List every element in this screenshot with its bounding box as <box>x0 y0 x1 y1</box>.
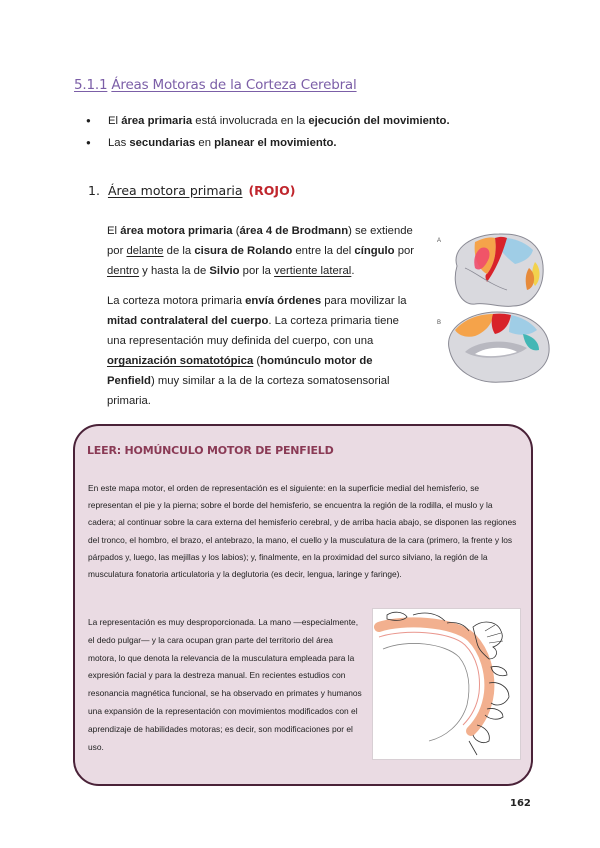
paragraph-corteza-motora: La corteza motora primaria envía órdenes para movilizar la mitad contralateral del cuerpo. La corteza primaria tiene una representación muy definida del cuerpo, con una organización somatotópica (homúnculo motor de Penfield) muy similar a la de la corteza somatosensorial primaria. <box>107 295 407 407</box>
subsection-number: 1. <box>88 183 100 198</box>
homunculus-illustration <box>372 608 521 760</box>
bullet-list <box>86 110 450 154</box>
reading-box-paragraph-1: En este mapa motor, el orden de representación es el siguiente: en la superficie medial del hemisferio, se representan el pie y la pierna; sobre el borde del hemisferio, se encuentra la región de la rodilla, el muslo y la cadera; al continuar sobre la cara externa del hemisferio cerebral, y de arriba hacia abajo, se disponen las regiones del tronco, el hombro, el brazo, el antebrazo, la mano, el cuello y la musculatura de la cara (primero, la frente y los párpados y, luego, las mejillas y los labios); y, finalmente, en la proximidad del surco silviano, la región de la musculatura fonatoria articulatoria y la deglutoria (es decir, lengua, laringe y faringe). <box>88 483 517 580</box>
brain-medial-view <box>449 312 550 382</box>
brain-lateral-view <box>455 234 543 306</box>
list-item: ● El área primaria está involucrada en la ejecución del movimiento. <box>86 110 450 132</box>
page-number: 162 <box>510 798 531 809</box>
list-item: ● Las secundarias en planear el movimiento. <box>86 132 450 154</box>
subsection-heading <box>88 183 295 198</box>
section-title-text: Áreas Motoras de la Corteza Cerebral <box>111 77 357 93</box>
paragraph-area-motora: El área motora primaria (área 4 de Brodmann) se extiende por delante de la cisura de Rolando entre la del cíngulo por dentro y hasta la de Silvio por la vertiente lateral. <box>107 225 415 277</box>
reading-box <box>73 424 533 786</box>
section-number: 5.1.1 <box>74 77 108 93</box>
reading-box-paragraph-2: La representación es muy desproporcionada. La mano —especialmente, el dedo pulgar— y la cara ocupan gran parte del territorio del área motora, lo que denota la relevancia de la musculatura empleada para la expresión facial y para la destreza manual. En recientes estudios con resonancia magnética funcional, se ha observado en primates y humanos una expansión de la representación con movimientos modificados con el aprendizaje de habilidades motoras; es decir, son modificaciones por el uso. <box>88 617 362 752</box>
brain-illustration <box>435 228 557 386</box>
brain-areas-figure <box>435 228 557 386</box>
section-heading <box>74 77 357 93</box>
figure-label-a: A <box>437 238 442 244</box>
reading-box-title: LEER: HOMÚNCULO MOTOR DE PENFIELD <box>87 444 334 457</box>
color-tag: (ROJO) <box>248 183 296 198</box>
subsection-title: Área motora primaria <box>107 183 243 198</box>
figure-label-b: B <box>437 320 442 326</box>
